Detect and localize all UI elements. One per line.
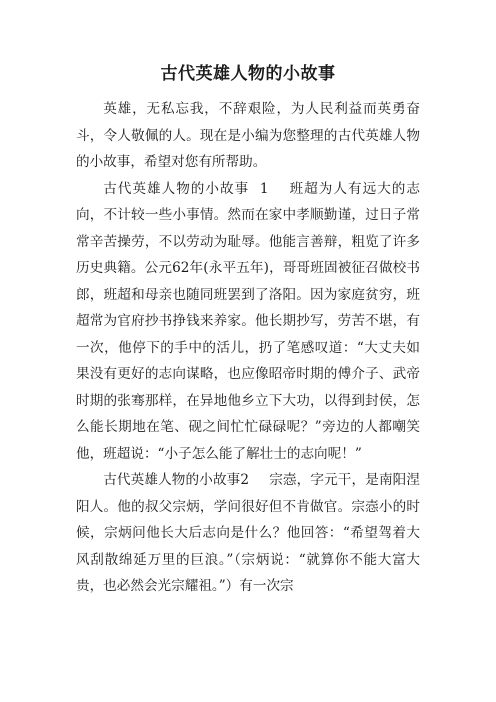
story-heading: 古代英雄人物的小故事 <box>103 472 241 488</box>
story-paragraph-2 <box>76 467 420 600</box>
story-number: 1 <box>259 180 269 197</box>
story-heading: 古代英雄人物的小故事 <box>103 180 250 197</box>
intro-paragraph: 英雄，无私忘我，不辞艰险，为人民利益而英勇奋斗，令人敬佩的人。现在是小编为您整理的古代英雄人物的小故事，希望对您有所帮助。 <box>76 101 420 170</box>
document-body <box>76 96 420 600</box>
story-paragraph-1 <box>76 176 420 468</box>
story-text: 宗悫，字元干，是南阳涅阳人。他的叔父宗炳，学问很好但不肯做官。宗悫小的时候，宗炳问他长大后志向是什么？他回答：“希望驾着大风刮散绵延万里的巨浪。”（宗炳说：“就算你不能大富大贵，也必然会光宗耀祖。”）有一次宗 <box>76 472 421 594</box>
document-title: 古代英雄人物的小故事 <box>160 64 336 84</box>
story-text: 班超为人有远大的志向，不计较一些小事情。然而在家中孝顺勤谨，过日子常常辛苦操劳，不以劳动为耻辱。他能言善辩，粗览了许多历史典籍。公元62年(永平五年)，哥哥班固被征召做校书郎，班超和母亲也随同班罢到了洛阳。因为家庭贫穷，班超常为官府抄书挣钱来养家。他长期抄写，劳苦不堪，有一次，他停下的手中的活儿，扔了笔感叹道：“大丈夫如果没有更好的志向谋略，也应像昭帝时期的傅介子、武帝时期的张骞那样，在异地他乡立下大功，以得到封侯，怎么能长期地在笔、砚之间忙忙碌碌呢？”旁边的人都嘲笑他，班超说：“小子怎么能了解壮士的志向呢！” <box>76 180 420 462</box>
story-number: 2 <box>240 472 250 488</box>
